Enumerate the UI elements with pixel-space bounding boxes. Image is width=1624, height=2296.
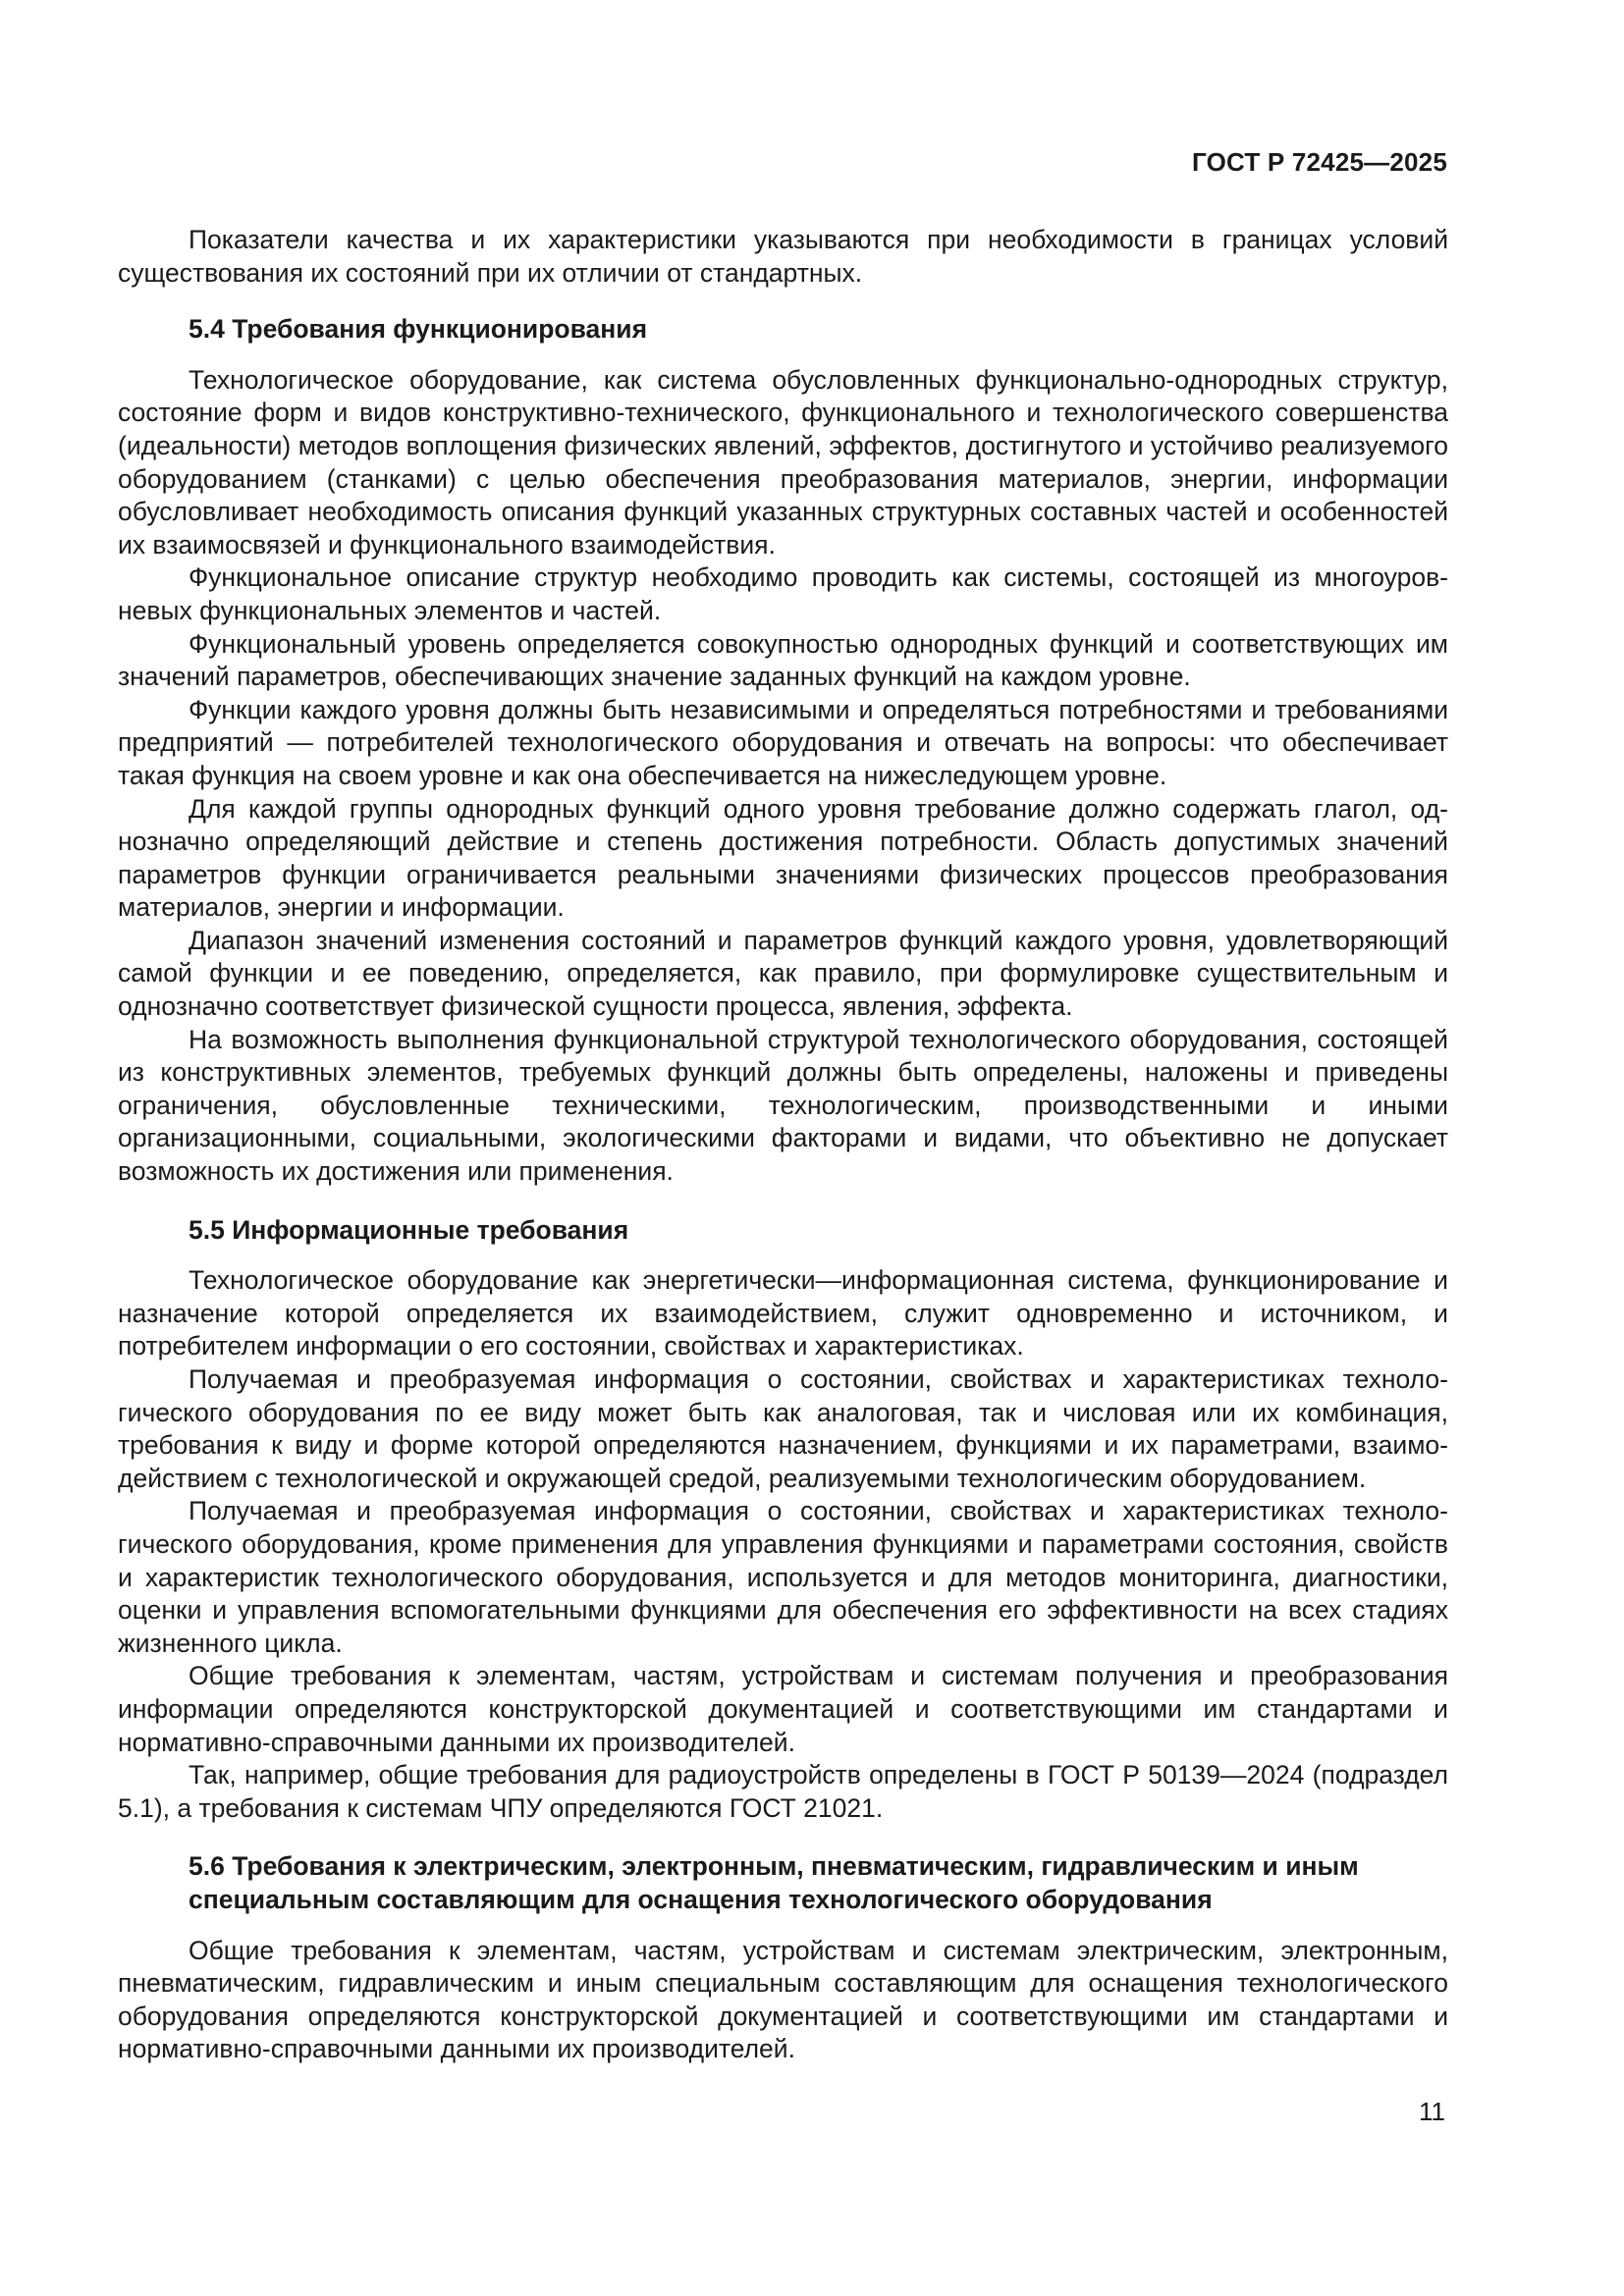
section-5-6-heading: 5.6 Требования к электрическим, электронным, пневматическим, гидравлическим и иным специальным составляющим для оснащения технологического оборудования	[189, 1851, 1359, 1914]
section-5-4-paragraph: Технологическое оборудование, как система обусловленных функционально-однородных структур, состояние форм и видов конструктивно-технического, функционального и технологического совершенства (идеальности) методов воплощения физических явлений, эффектов, достигнутого и устойчиво реализуемого оборудованием (станками) с целью обеспечения преобразования материалов, энергии, информации обусловливает необходимость описания функций указанных структурных составных частей и особенностей их взаимосвязей и функционального взаимодействия.	[118, 364, 1448, 560]
section-5-4-paragraph: Функции каждого уровня должны быть независимыми и определяться потребностями и требованиями предприятий — потребителей технологического оборудования и отвечать на вопросы: что обеспечивает такая функция на своем уровне и как она обеспечивается на нижеследующем уровне.	[118, 694, 1448, 790]
section-5-4-paragraph: Для каждой группы однородных функций одного уровня требование должно содержать глагол, однозначно определяющий действие и степень достижения потребности. Область допустимых значений параметров функции ограничивается реальными значениями физических процессов преобразования материалов, энергии и информации.	[118, 793, 1448, 923]
section-5-4-heading: 5.4 Требования функционирования	[189, 314, 648, 345]
document-code: ГОСТ Р 72425—2025	[1192, 147, 1447, 177]
section-5-5-paragraph: Так, например, общие требования для радиоустройств определены в ГОСТ Р 50139—2024 (подраздел 5.1), а требования к системам ЧПУ определяются ГОСТ 21021.	[118, 1760, 1448, 1823]
section-5-4-paragraph: Диапазон значений изменения состояний и параметров функций каждого уровня, удовлетворяющий самой функции и ее поведению, определяется, как правило, при формулировке существительным и однозначно соответствует физической сущности процесса, явления, эффекта.	[118, 925, 1448, 1022]
section-5-5-heading: 5.5 Информационные требования	[189, 1214, 629, 1245]
section-5-5-paragraph: Общие требования к элементам, частям, устройствам и системам получения и преобразования информации определяются конструкторской документацией и соответствующими им стандартами и нормативно-справочными данными их производителей.	[118, 1661, 1448, 1757]
section-5-5-paragraph: Технологическое оборудование как энергетически—информационная система, функционирование и назначение которой определяется их взаимодействием, служит одновременно и источником, и потребителем информации о его состоянии, свойствах и характеристиках.	[118, 1265, 1448, 1362]
section-5-5-paragraph: Получаемая и преобразуемая информация о состоянии, свойствах и характеристиках технологического оборудования по ее виду может быть как аналоговая, так и числовая или их комбинация, требования к виду и форме которой определяются назначением, функциями и их параметрами, взаимодействием с технологической и окружающей средой, реализуемыми технологическим оборудованием.	[118, 1364, 1448, 1493]
intro-paragraph: Показатели качества и их характеристики указываются при необходимости в границах условий существования их состояний при их отличии от стандартных.	[118, 225, 1448, 288]
section-5-5-paragraph: Получаемая и преобразуемая информация о состоянии, свойствах и характеристиках технологического оборудования, кроме применения для управления функциями и параметрами состояния, свойств и характеристик технологического оборудования, используется и для методов мониторинга, диагностики, оценки и управления вспомогательными функциями для обеспечения его эффективности на всех стадиях жизненного цикла.	[118, 1496, 1448, 1658]
section-5-6-paragraph: Общие требования к элементам, частям, устройствам и системам электрическим, электронным, пневматическим, гидравлическим и иным специальным составляющим для оснащения технологического оборудования определяются конструкторской документацией и соответствующими им стандартами и нормативно-справочными данными их производителей.	[118, 1935, 1448, 2064]
section-5-4-paragraph: Функциональное описание структур необходимо проводить как системы, состоящей из многоуровневых функциональных элементов и частей.	[118, 562, 1448, 625]
section-5-4-paragraph: На возможность выполнения функциональной структурой технологического оборудования, состоящей из конструктивных элементов, требуемых функций должны быть определены, наложены и приведены ограничения, обусловленные техническими, технологическим, производственными и иными организационными, социальными, экологическими факторами и видами, что объективно не допускает возможность их достижения или применения.	[118, 1024, 1448, 1187]
document-body	[118, 224, 1448, 2066]
page-number: 11	[1419, 2097, 1445, 2126]
section-5-4-paragraph: Функциональный уровень определяется совокупностью однородных функций и соответствующих им значений параметров, обеспечивающих значение заданных функций на каждом уровне.	[118, 628, 1448, 692]
